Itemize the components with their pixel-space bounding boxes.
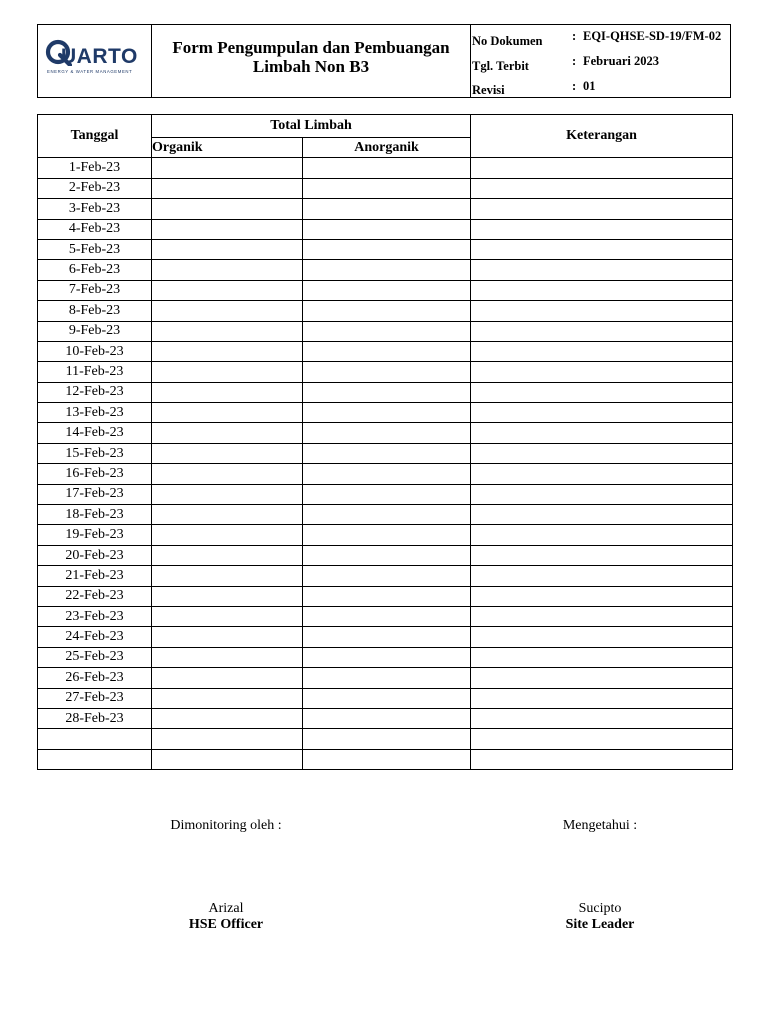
cell-keterangan[interactable] <box>471 158 733 178</box>
document-header <box>37 24 731 98</box>
cell-tanggal: 4-Feb-23 <box>38 219 152 239</box>
cell-anorganik[interactable] <box>303 362 471 382</box>
cell-organik[interactable] <box>152 464 303 484</box>
cell-tanggal: 1-Feb-23 <box>38 158 152 178</box>
cell-organik[interactable] <box>152 178 303 198</box>
cell-anorganik[interactable] <box>303 464 471 484</box>
cell-keterangan[interactable] <box>471 239 733 259</box>
cell-anorganik[interactable] <box>303 749 471 769</box>
cell-tanggal: 12-Feb-23 <box>38 382 152 402</box>
cell-organik[interactable] <box>152 668 303 688</box>
meta-label-no-dokumen: No Dokumen <box>472 34 543 48</box>
table-row <box>38 464 733 484</box>
cell-anorganik[interactable] <box>303 505 471 525</box>
meta-value-revisi: 01 <box>583 79 596 93</box>
cell-tanggal <box>38 729 152 749</box>
cell-tanggal: 7-Feb-23 <box>38 280 152 300</box>
cell-organik[interactable] <box>152 566 303 586</box>
cell-tanggal: 3-Feb-23 <box>38 199 152 219</box>
cell-organik[interactable] <box>152 301 303 321</box>
cell-organik[interactable] <box>152 525 303 545</box>
cell-keterangan[interactable] <box>471 362 733 382</box>
cell-tanggal: 27-Feb-23 <box>38 688 152 708</box>
cell-keterangan[interactable] <box>471 749 733 769</box>
table-row <box>38 606 733 626</box>
table-body <box>38 158 733 770</box>
cell-organik[interactable] <box>152 586 303 606</box>
cell-anorganik[interactable] <box>303 647 471 667</box>
signature-right-name: Sucipto <box>578 901 622 916</box>
signature-left-role: HSE Officer <box>188 917 264 932</box>
cell-keterangan[interactable] <box>471 280 733 300</box>
table-row <box>38 688 733 708</box>
cell-anorganik[interactable] <box>303 525 471 545</box>
cell-organik[interactable] <box>152 260 303 280</box>
cell-tanggal: 17-Feb-23 <box>38 484 152 504</box>
cell-anorganik[interactable] <box>303 627 471 647</box>
table-row <box>38 708 733 728</box>
table-row <box>38 158 733 178</box>
table-row <box>38 443 733 463</box>
table-row <box>38 178 733 198</box>
cell-organik[interactable] <box>152 403 303 423</box>
meta-value-tgl-terbit: Februari 2023 <box>583 54 660 68</box>
cell-anorganik[interactable] <box>303 301 471 321</box>
cell-keterangan[interactable] <box>471 423 733 443</box>
signature-right-role: Site Leader <box>565 917 635 932</box>
table-row <box>38 647 733 667</box>
cell-anorganik[interactable] <box>303 545 471 565</box>
cell-anorganik[interactable] <box>303 403 471 423</box>
cell-keterangan[interactable] <box>471 403 733 423</box>
waste-log-table <box>37 114 733 770</box>
form-title-line-2: Limbah Non B3 <box>252 57 370 76</box>
cell-keterangan[interactable] <box>471 627 733 647</box>
cell-anorganik[interactable] <box>303 260 471 280</box>
cell-organik[interactable] <box>152 708 303 728</box>
table-row <box>38 729 733 749</box>
cell-anorganik[interactable] <box>303 688 471 708</box>
table-row <box>38 586 733 606</box>
table-row <box>38 382 733 402</box>
header-tanggal: Tanggal <box>38 115 152 158</box>
cell-tanggal: 18-Feb-23 <box>38 505 152 525</box>
cell-organik[interactable] <box>152 545 303 565</box>
cell-tanggal: 16-Feb-23 <box>38 464 152 484</box>
cell-anorganik[interactable] <box>303 321 471 341</box>
meta-label-revisi: Revisi <box>472 83 505 97</box>
cell-organik[interactable] <box>152 749 303 769</box>
cell-tanggal: 8-Feb-23 <box>38 301 152 321</box>
cell-keterangan[interactable] <box>471 525 733 545</box>
table-row <box>38 668 733 688</box>
cell-anorganik[interactable] <box>303 423 471 443</box>
logo-wordmark: UARTO <box>61 45 138 68</box>
header-total-limbah: Total Limbah <box>152 115 471 138</box>
form-title-line-1: Form Pengumpulan dan Pembuangan <box>172 38 450 57</box>
cell-anorganik[interactable] <box>303 341 471 361</box>
cell-keterangan[interactable] <box>471 484 733 504</box>
cell-organik[interactable] <box>152 729 303 749</box>
header-organik: Organik <box>152 138 303 158</box>
cell-anorganik[interactable] <box>303 158 471 178</box>
cell-organik[interactable] <box>152 627 303 647</box>
cell-keterangan[interactable] <box>471 729 733 749</box>
cell-keterangan[interactable] <box>471 647 733 667</box>
cell-tanggal: 22-Feb-23 <box>38 586 152 606</box>
cell-anorganik[interactable] <box>303 239 471 259</box>
table-row <box>38 403 733 423</box>
logo-cell <box>38 25 152 97</box>
cell-anorganik[interactable] <box>303 219 471 239</box>
meta-colon: : <box>572 54 577 68</box>
cell-keterangan[interactable] <box>471 688 733 708</box>
cell-tanggal: 11-Feb-23 <box>38 362 152 382</box>
cell-organik[interactable] <box>152 362 303 382</box>
form-title <box>172 38 449 76</box>
cell-tanggal: 9-Feb-23 <box>38 321 152 341</box>
meta-label-tgl-terbit: Tgl. Terbit <box>472 59 529 73</box>
logo-tagline: ENERGY & WATER MANAGEMENT <box>47 69 133 74</box>
cell-keterangan[interactable] <box>471 321 733 341</box>
header-anorganik: Anorganik <box>303 138 471 158</box>
cell-organik[interactable] <box>152 280 303 300</box>
cell-tanggal: 10-Feb-23 <box>38 341 152 361</box>
cell-anorganik[interactable] <box>303 729 471 749</box>
signature-right-caption: Mengetahui : <box>562 818 638 833</box>
cell-organik[interactable] <box>152 382 303 402</box>
cell-organik[interactable] <box>152 647 303 667</box>
cell-anorganik[interactable] <box>303 178 471 198</box>
cell-tanggal: 20-Feb-23 <box>38 545 152 565</box>
cell-keterangan[interactable] <box>471 606 733 626</box>
cell-anorganik[interactable] <box>303 443 471 463</box>
signature-left-name: Arizal <box>208 901 244 916</box>
table-row <box>38 627 733 647</box>
title-cell <box>152 25 471 97</box>
cell-keterangan[interactable] <box>471 219 733 239</box>
table-row <box>38 545 733 565</box>
table-row <box>38 260 733 280</box>
cell-keterangan[interactable] <box>471 260 733 280</box>
cell-organik[interactable] <box>152 219 303 239</box>
cell-tanggal: 24-Feb-23 <box>38 627 152 647</box>
table-row <box>38 239 733 259</box>
cell-anorganik[interactable] <box>303 382 471 402</box>
table-row <box>38 484 733 504</box>
cell-organik[interactable] <box>152 423 303 443</box>
table-row <box>38 321 733 341</box>
cell-keterangan[interactable] <box>471 178 733 198</box>
cell-anorganik[interactable] <box>303 668 471 688</box>
cell-keterangan[interactable] <box>471 301 733 321</box>
table-row <box>38 749 733 769</box>
cell-tanggal: 6-Feb-23 <box>38 260 152 280</box>
cell-anorganik[interactable] <box>303 199 471 219</box>
table-row <box>38 505 733 525</box>
cell-tanggal: 28-Feb-23 <box>38 708 152 728</box>
cell-keterangan[interactable] <box>471 199 733 219</box>
cell-keterangan[interactable] <box>471 382 733 402</box>
cell-organik[interactable] <box>152 688 303 708</box>
table-row <box>38 280 733 300</box>
cell-organik[interactable] <box>152 158 303 178</box>
cell-organik[interactable] <box>152 341 303 361</box>
cell-anorganik[interactable] <box>303 484 471 504</box>
cell-keterangan[interactable] <box>471 341 733 361</box>
cell-anorganik[interactable] <box>303 586 471 606</box>
cell-keterangan[interactable] <box>471 464 733 484</box>
meta-colon: : <box>572 29 577 43</box>
table-row <box>38 341 733 361</box>
company-logo <box>45 39 137 79</box>
meta-colon: : <box>572 79 577 93</box>
table-row <box>38 525 733 545</box>
cell-keterangan[interactable] <box>471 566 733 586</box>
cell-keterangan[interactable] <box>471 708 733 728</box>
cell-organik[interactable] <box>152 321 303 341</box>
cell-tanggal: 23-Feb-23 <box>38 606 152 626</box>
cell-keterangan[interactable] <box>471 668 733 688</box>
cell-tanggal: 26-Feb-23 <box>38 668 152 688</box>
table-row <box>38 362 733 382</box>
cell-tanggal: 2-Feb-23 <box>38 178 152 198</box>
table-row <box>38 423 733 443</box>
cell-organik[interactable] <box>152 199 303 219</box>
cell-keterangan[interactable] <box>471 586 733 606</box>
document-meta <box>471 25 730 97</box>
cell-anorganik[interactable] <box>303 566 471 586</box>
meta-value-no-dokumen: EQI-QHSE-SD-19/FM-02 <box>583 29 722 43</box>
cell-tanggal: 25-Feb-23 <box>38 647 152 667</box>
cell-organik[interactable] <box>152 606 303 626</box>
cell-anorganik[interactable] <box>303 606 471 626</box>
signature-left-caption: Dimonitoring oleh : <box>170 818 282 833</box>
cell-tanggal: 14-Feb-23 <box>38 423 152 443</box>
table-row <box>38 301 733 321</box>
cell-tanggal: 5-Feb-23 <box>38 239 152 259</box>
cell-tanggal <box>38 749 152 769</box>
header-keterangan: Keterangan <box>471 115 733 158</box>
cell-organik[interactable] <box>152 484 303 504</box>
cell-tanggal: 21-Feb-23 <box>38 566 152 586</box>
cell-keterangan[interactable] <box>471 443 733 463</box>
table-row <box>38 199 733 219</box>
cell-organik[interactable] <box>152 505 303 525</box>
table-row <box>38 219 733 239</box>
cell-tanggal: 15-Feb-23 <box>38 443 152 463</box>
cell-keterangan[interactable] <box>471 545 733 565</box>
cell-organik[interactable] <box>152 443 303 463</box>
cell-organik[interactable] <box>152 239 303 259</box>
cell-anorganik[interactable] <box>303 708 471 728</box>
cell-anorganik[interactable] <box>303 280 471 300</box>
cell-tanggal: 13-Feb-23 <box>38 403 152 423</box>
cell-tanggal: 19-Feb-23 <box>38 525 152 545</box>
table-row <box>38 566 733 586</box>
cell-keterangan[interactable] <box>471 505 733 525</box>
